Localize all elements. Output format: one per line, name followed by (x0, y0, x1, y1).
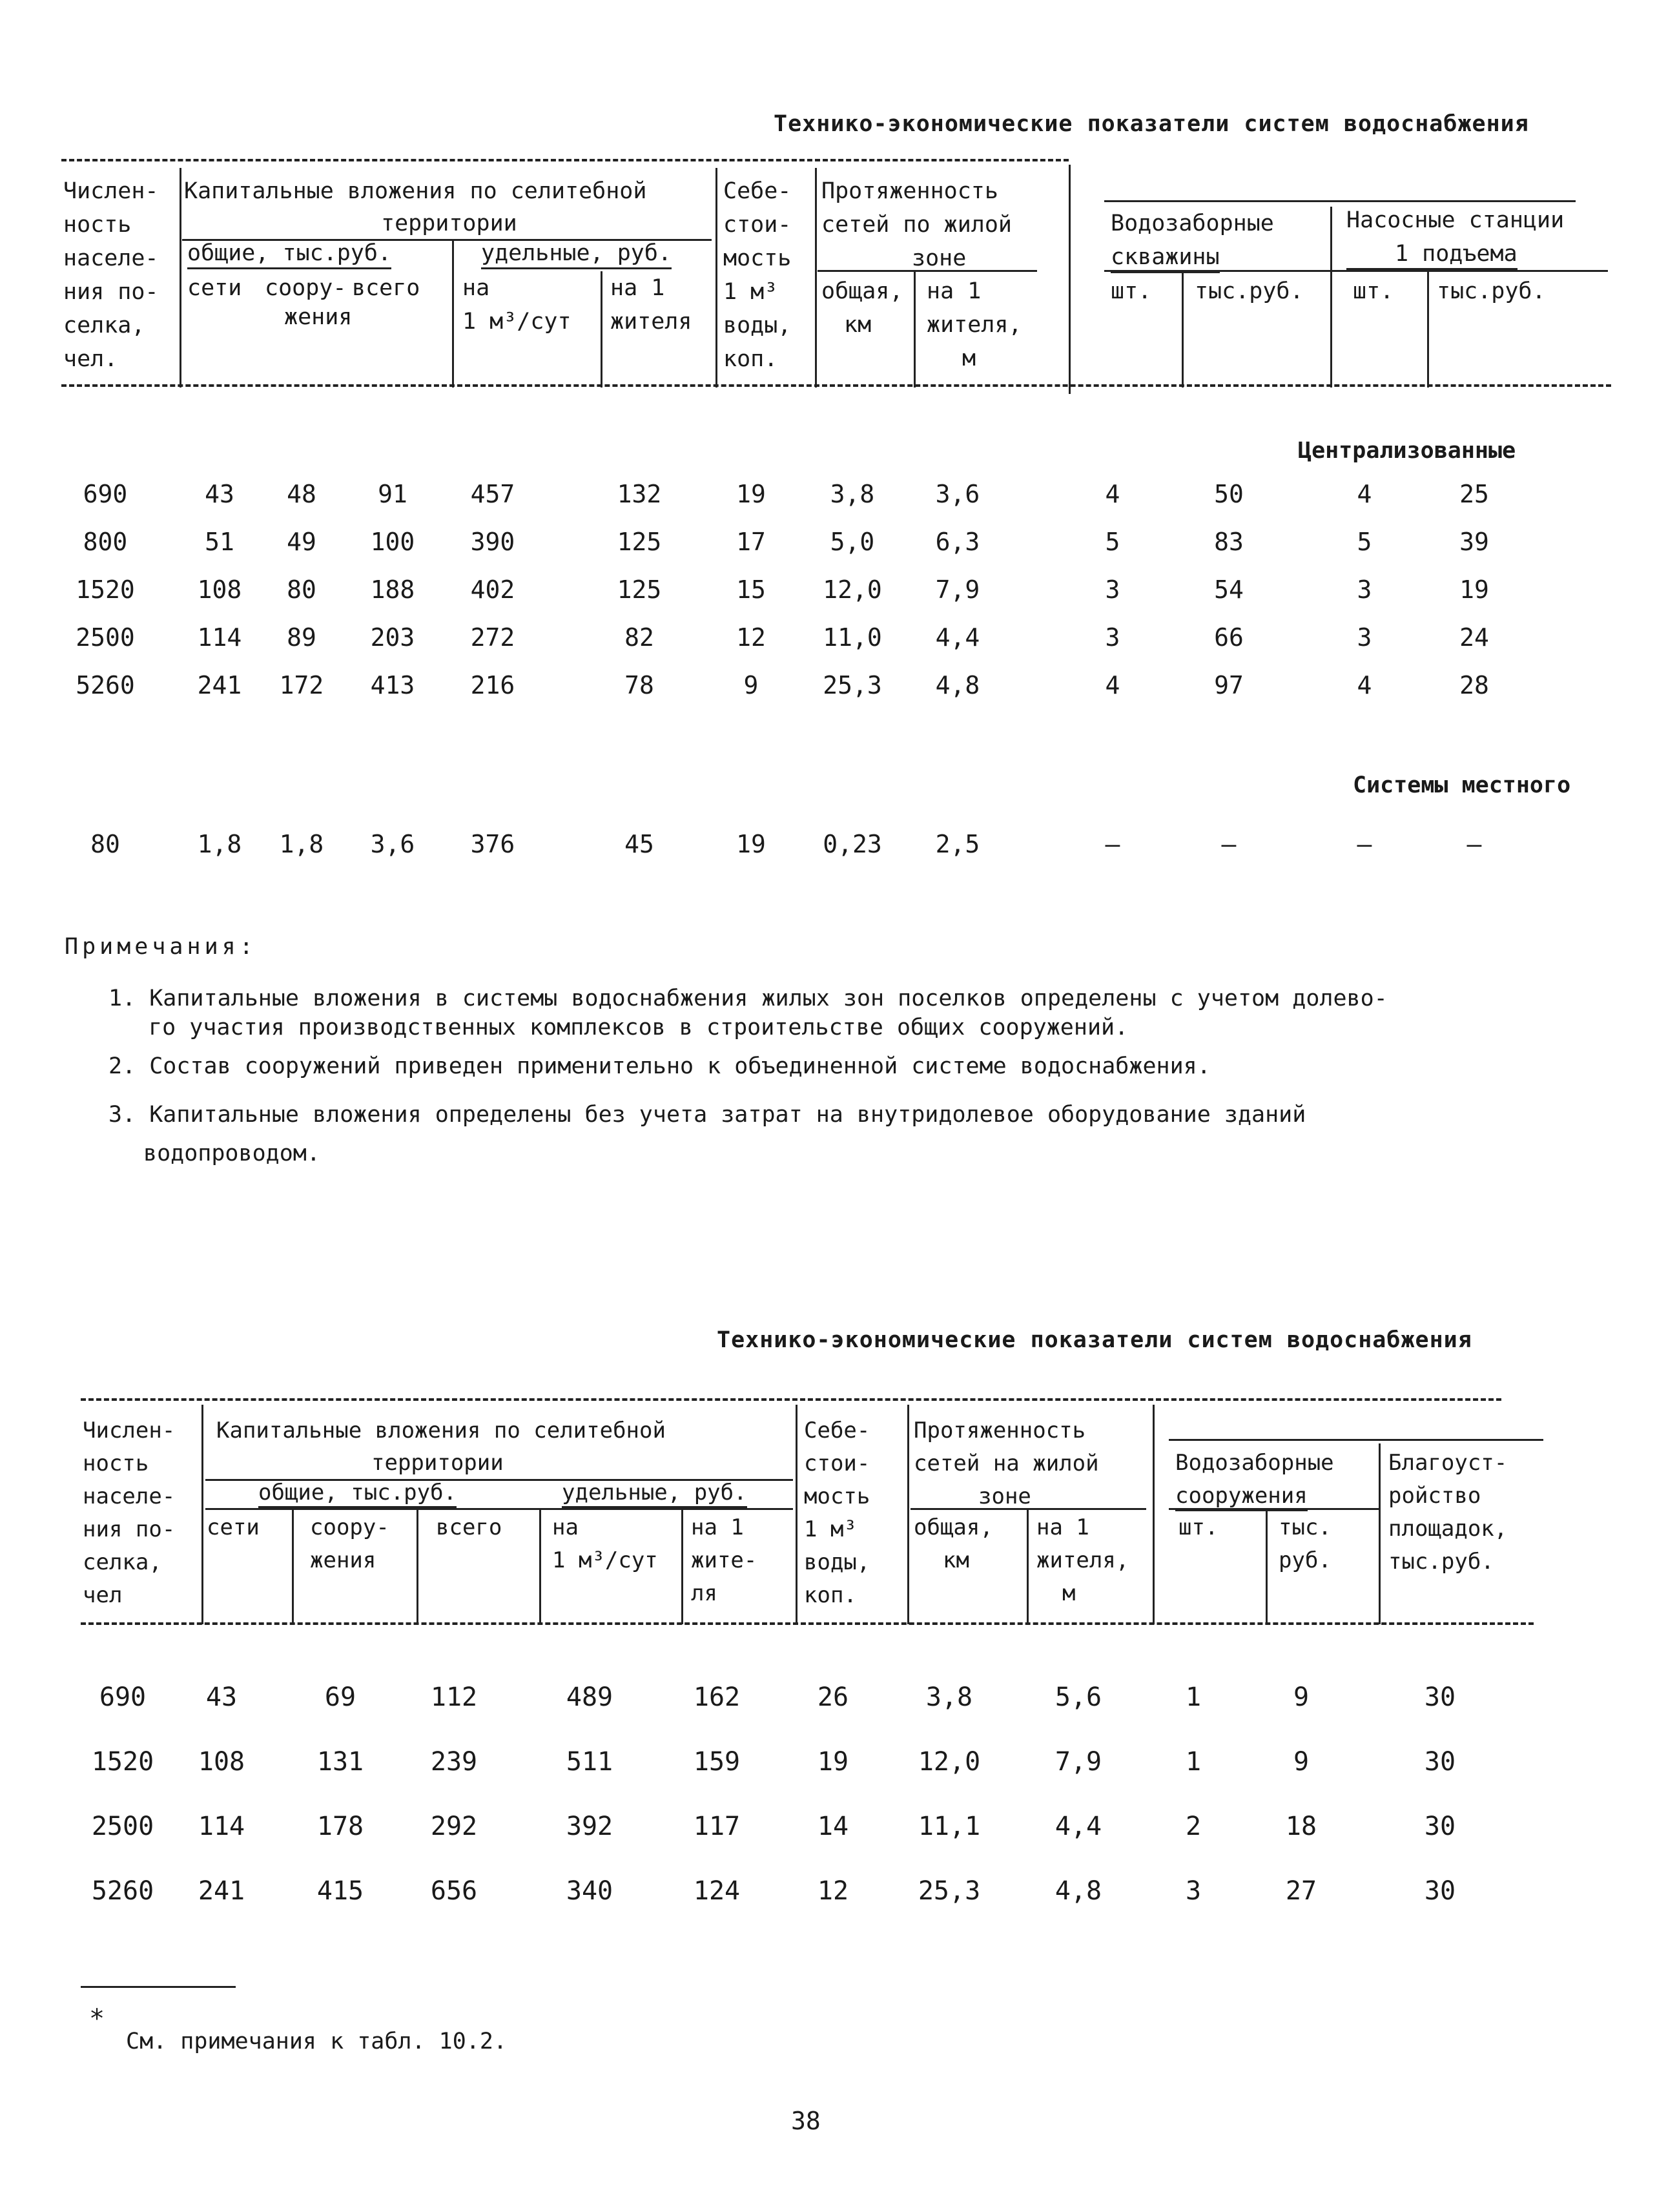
t1-h-cost: Себе- стои- мость 1 м³ воды, коп. (723, 178, 792, 372)
t1-vline (1330, 207, 1332, 388)
t1-rule (1104, 270, 1608, 272)
t2-cell: 9 (1293, 1682, 1310, 1712)
t2-cell: 292 (430, 1812, 478, 1841)
t2-cell: 241 (198, 1876, 245, 1906)
t1-cell: 28 (1459, 671, 1489, 699)
t1-h-length-total: общая, км (821, 278, 903, 338)
t1-local-cell: – (1357, 830, 1372, 858)
t2-cell: 30 (1424, 1876, 1456, 1906)
t2-h-length: Протяженность сетей на жилой зоне (914, 1418, 1099, 1509)
t1-h-total: всего (352, 275, 420, 301)
t2-cell: 178 (316, 1812, 364, 1841)
table1-title: Технико-экономические показатели систем водоснабжения (774, 111, 1529, 137)
table2-header-bottom-rule (81, 1622, 1534, 1625)
t1-h-structures2: жения (284, 304, 353, 330)
t2-h-structures: соору- жения (310, 1514, 389, 1573)
t2-vline (796, 1405, 797, 1624)
t1-cell: 108 (197, 575, 242, 604)
t2-cell: 340 (566, 1876, 613, 1906)
table1-top-rule-right (1104, 200, 1576, 202)
t1-vline (914, 271, 916, 388)
t2-vline (539, 1508, 541, 1624)
t1-local-cell: 19 (736, 830, 766, 858)
t1-cell: 3 (1357, 623, 1372, 652)
t1-h-capital: Капитальные вложения по селитебной (184, 178, 647, 204)
t1-cell: 188 (370, 575, 415, 604)
t2-cell: 5,6 (1055, 1682, 1102, 1712)
t1-cell: 24 (1459, 623, 1489, 652)
t2-cell: 43 (205, 1682, 238, 1712)
t1-vline (1427, 271, 1429, 388)
t1-cell: 80 (287, 575, 316, 604)
t1-h-pumps-cost: тыс.руб. (1437, 278, 1546, 304)
t1-cell: 39 (1459, 528, 1489, 556)
t1-cell: 48 (287, 480, 316, 508)
t1-cell: 125 (617, 575, 662, 604)
t1-cell: 3,8 (830, 480, 875, 508)
page-number: 38 (791, 2107, 821, 2135)
t2-cell: 131 (316, 1747, 364, 1777)
t1-h-general: общие, тыс.руб. (187, 239, 391, 269)
t2-cell: 69 (324, 1682, 356, 1712)
t1-cell: 241 (197, 671, 242, 699)
t2-cell: 30 (1424, 1812, 1456, 1841)
t2-cell: 124 (693, 1876, 741, 1906)
t2-cell: 112 (430, 1682, 478, 1712)
t1-h-structures: соору- (265, 275, 347, 301)
t2-vline (1379, 1443, 1381, 1624)
t2-cell: 3 (1185, 1876, 1202, 1906)
t1-local-cell: 80 (90, 830, 120, 858)
t2-cell: 108 (198, 1747, 245, 1777)
t1-cell: 2500 (76, 623, 135, 652)
t1-cell: 4,4 (935, 623, 980, 652)
t1-cell: 12,0 (823, 575, 882, 604)
t1-h-networks: сети (187, 275, 242, 301)
t1-cell: 3 (1357, 575, 1372, 604)
footnote-text: См. примечания к табл. 10.2. (126, 2029, 508, 2054)
t2-cell: 1 (1185, 1747, 1202, 1777)
t2-cell: 9 (1293, 1747, 1310, 1777)
t1-cell: 413 (370, 671, 415, 699)
t2-cell: 27 (1285, 1876, 1317, 1906)
t1-cell: 4,8 (935, 671, 980, 699)
t2-vline (1027, 1508, 1029, 1624)
t2-h-cost: Себе- стои- мость 1 м³ воды, коп. (804, 1418, 870, 1608)
t2-cell: 162 (693, 1682, 741, 1712)
t2-cell: 1 (1185, 1682, 1202, 1712)
t2-h-capital: Капитальные вложения по селитебной (216, 1418, 666, 1443)
t2-cell: 3,8 (925, 1682, 973, 1712)
t2-cell: 1520 (91, 1747, 154, 1777)
t2-h-intakes: Водозаборные сооружения (1175, 1447, 1334, 1513)
t2-cell: 12,0 (918, 1747, 981, 1777)
t1-cell: 9 (743, 671, 759, 699)
t1-cell: 66 (1214, 623, 1244, 652)
t2-cell: 25,3 (918, 1876, 981, 1906)
t1-local-cell: 0,23 (823, 830, 882, 858)
t2-cell: 18 (1285, 1812, 1317, 1841)
t2-h-capital2: территории (371, 1450, 504, 1476)
t2-cell: 19 (817, 1747, 849, 1777)
t1-cell: 11,0 (823, 623, 882, 652)
t2-cell: 415 (316, 1876, 364, 1906)
t1-h-population: Числен- ность населе- ния по- селка, чел. (63, 178, 159, 372)
t2-h-networks: сети (207, 1514, 260, 1540)
t1-cell: 4 (1105, 671, 1120, 699)
t2-vline (201, 1405, 203, 1624)
notes-heading: Примечания: (65, 934, 257, 960)
t1-vline (601, 271, 602, 388)
t2-cell: 656 (430, 1876, 478, 1906)
t1-cell: 19 (736, 480, 766, 508)
t1-vline (815, 168, 817, 388)
footnote-mark: * (89, 2004, 105, 2034)
t1-cell: 172 (279, 671, 324, 699)
t2-cell: 114 (198, 1812, 245, 1841)
t1-cell: 51 (205, 528, 234, 556)
t1-local-cell: 1,8 (279, 830, 324, 858)
t1-cell: 54 (1214, 575, 1244, 604)
t2-vline (681, 1508, 683, 1624)
t1-cell: 17 (736, 528, 766, 556)
t2-cell: 2500 (91, 1812, 154, 1841)
t2-cell: 117 (693, 1812, 741, 1841)
t1-cell: 78 (624, 671, 654, 699)
t1-local-cell: 45 (624, 830, 654, 858)
t2-cell: 11,1 (918, 1812, 981, 1841)
t1-vline (1069, 165, 1071, 394)
t2-rule (1169, 1508, 1379, 1510)
t2-h-length-total: общая, км (914, 1514, 993, 1573)
t1-cell: 25,3 (823, 671, 882, 699)
footnote-rule (81, 1986, 236, 1988)
t1-local-cell: – (1105, 830, 1120, 858)
t1-h-per-m3: на 1 м³/сут (462, 275, 571, 335)
t1-cell: 114 (197, 623, 242, 652)
t1-cell: 97 (1214, 671, 1244, 699)
t1-h-per-resident: на 1 жителя (610, 275, 692, 335)
t1-cell: 5260 (76, 671, 135, 699)
t1-h-wells-units: шт. (1111, 278, 1152, 304)
t1-vline (715, 168, 717, 388)
t1-local-cell: 3,6 (370, 830, 415, 858)
t1-cell: 800 (83, 528, 128, 556)
t2-h-total: всего (436, 1514, 502, 1540)
t2-cell: 511 (566, 1747, 613, 1777)
t1-cell: 3 (1105, 623, 1120, 652)
t1-cell: 3,6 (935, 480, 980, 508)
t1-h-wells: Водозаборные скважины (1111, 207, 1274, 274)
t1-cell: 89 (287, 623, 316, 652)
t2-vline (907, 1405, 909, 1624)
t2-h-per-resident: на 1 жите- ля (691, 1514, 757, 1606)
t1-rule (818, 270, 1037, 272)
t1-section-central: Централизованные (1298, 438, 1516, 464)
t1-cell: 49 (287, 528, 316, 556)
t1-cell: 390 (470, 528, 515, 556)
t1-cell: 4 (1105, 480, 1120, 508)
t2-h-population: Числен- ность населе- ния по- селка, чел (83, 1418, 176, 1608)
t1-cell: 5 (1357, 528, 1372, 556)
table1-header-bottom-rule (61, 384, 1611, 387)
note-1-cont: го участия производственных комплексов в строительстве общих сооружений. (149, 1015, 1129, 1040)
table2-title: Технико-экономические показатели систем водоснабжения (717, 1327, 1472, 1353)
t1-h-length: Протяженность сетей по жилой зоне (821, 178, 1013, 271)
t1-cell: 690 (83, 480, 128, 508)
t2-vline (1266, 1508, 1268, 1624)
t2-cell: 30 (1424, 1682, 1456, 1712)
t2-h-length-per: на 1 жителя, м (1036, 1514, 1129, 1606)
t1-local-cell: 1,8 (197, 830, 242, 858)
table2-top-rule-right (1169, 1439, 1543, 1441)
t2-h-intakes-units: шт. (1178, 1514, 1219, 1540)
t1-cell: 3 (1105, 575, 1120, 604)
t1-h-capital2: территории (381, 211, 517, 236)
table1-top-rule (61, 159, 1069, 161)
t1-local-cell: – (1221, 830, 1237, 858)
t1-cell: 203 (370, 623, 415, 652)
t1-cell: 4 (1357, 480, 1372, 508)
note-1: 1. Капитальные вложения в системы водоснабжения жилых зон поселков определены с учетом долево- (108, 986, 1388, 1011)
t2-h-intakes-cost: тыс. руб. (1279, 1514, 1332, 1573)
t1-cell: 272 (470, 623, 515, 652)
note-3-cont: водопроводом. (143, 1141, 320, 1166)
t1-cell: 132 (617, 480, 662, 508)
t2-vline (292, 1508, 294, 1624)
t2-cell: 392 (566, 1812, 613, 1841)
t1-h-pumps: Насосные станции 1 подъема (1346, 203, 1564, 271)
t1-vline (452, 239, 454, 388)
note-3: 3. Капитальные вложения определены без учета затрат на внутридолевое оборудование зданий (108, 1102, 1306, 1128)
t1-cell: 25 (1459, 480, 1489, 508)
t2-cell: 4,4 (1055, 1812, 1102, 1841)
note-2: 2. Состав сооружений приведен применительно к объединенной системе водоснабжения. (108, 1053, 1211, 1079)
t2-h-per-m3: на 1 м³/сут (552, 1514, 658, 1573)
t1-cell: 83 (1214, 528, 1244, 556)
t2-h-general: общие, тыс.руб. (258, 1479, 457, 1508)
t1-h-wells-cost: тыс.руб. (1195, 278, 1304, 304)
t1-h-length-per: на 1 жителя, м (927, 278, 1022, 371)
t1-cell: 43 (205, 480, 234, 508)
t2-cell: 159 (693, 1747, 741, 1777)
t1-local-cell: 376 (470, 830, 515, 858)
t2-cell: 690 (99, 1682, 147, 1712)
t1-cell: 82 (624, 623, 654, 652)
t2-cell: 4,8 (1055, 1876, 1102, 1906)
t1-cell: 50 (1214, 480, 1244, 508)
t1-section-local: Системы местного (1353, 772, 1571, 798)
t1-cell: 4 (1357, 671, 1372, 699)
t2-cell: 14 (817, 1812, 849, 1841)
t2-cell: 12 (817, 1876, 849, 1906)
table2-top-rule (81, 1398, 1501, 1401)
t1-cell: 125 (617, 528, 662, 556)
t1-h-specific: удельные, руб. (481, 239, 672, 269)
t2-vline (1153, 1405, 1155, 1624)
t1-cell: 6,3 (935, 528, 980, 556)
t2-cell: 239 (430, 1747, 478, 1777)
t2-h-landscaping: Благоуст- ройство площадок, тыс.руб. (1388, 1450, 1508, 1575)
t2-cell: 26 (817, 1682, 849, 1712)
t1-h-pumps-units: шт. (1353, 278, 1394, 304)
t2-cell: 7,9 (1055, 1747, 1102, 1777)
t2-cell: 30 (1424, 1747, 1456, 1777)
t1-cell: 7,9 (935, 575, 980, 604)
t1-local-cell: – (1466, 830, 1482, 858)
t1-cell: 5,0 (830, 528, 875, 556)
t1-cell: 19 (1459, 575, 1489, 604)
t2-h-specific: удельные, руб. (562, 1479, 747, 1508)
t1-cell: 100 (370, 528, 415, 556)
t2-cell: 2 (1185, 1812, 1202, 1841)
t1-vline (1182, 271, 1184, 388)
t1-cell: 457 (470, 480, 515, 508)
t1-cell: 12 (736, 623, 766, 652)
t2-vline (417, 1508, 418, 1624)
t1-cell: 402 (470, 575, 515, 604)
t1-cell: 15 (736, 575, 766, 604)
t1-cell: 1520 (76, 575, 135, 604)
t1-cell: 91 (378, 480, 407, 508)
t1-local-cell: 2,5 (935, 830, 980, 858)
t2-cell: 489 (566, 1682, 613, 1712)
t2-cell: 5260 (91, 1876, 154, 1906)
t1-cell: 5 (1105, 528, 1120, 556)
t1-vline (180, 168, 181, 388)
t1-cell: 216 (470, 671, 515, 699)
